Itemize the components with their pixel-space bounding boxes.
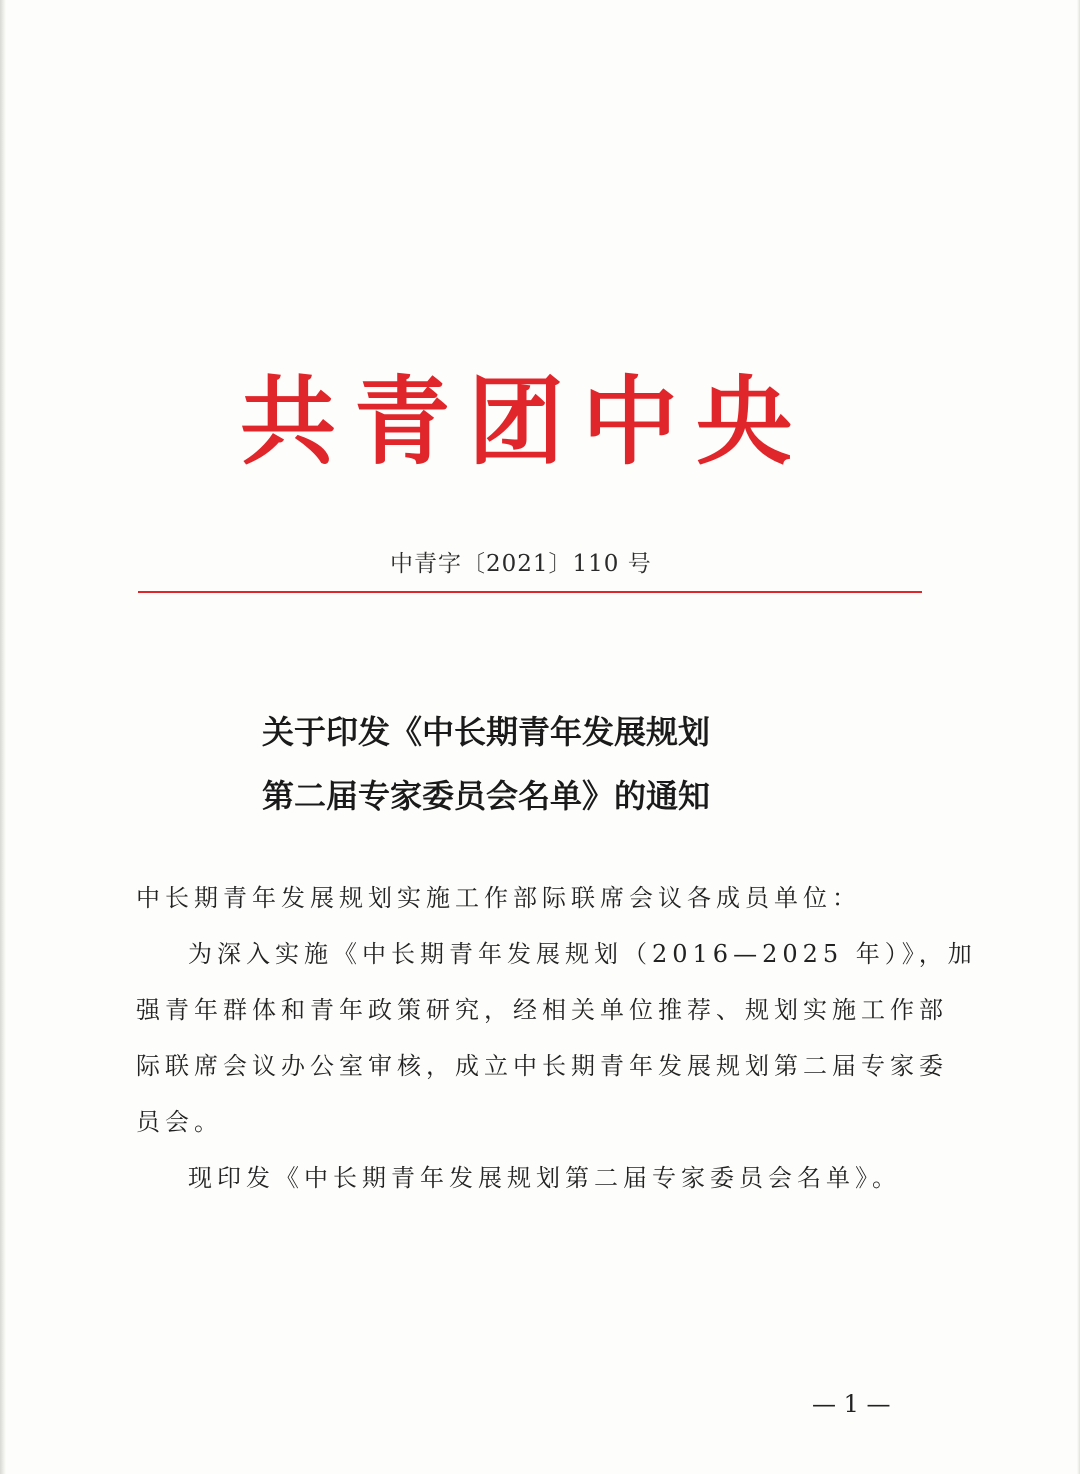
paragraph-1-line-3: 际联席会议办公室审核，成立中长期青年发展规划第二届专家委 <box>136 1052 948 1080</box>
title-line-1: 关于印发《中长期青年发展规划 <box>262 713 711 751</box>
paragraph-1-line-1: 为深入实施《中长期青年发展规划（2016—2025 年）》，加 <box>188 940 977 968</box>
document-title <box>262 700 822 828</box>
paragraph-2: 现印发《中长期青年发展规划第二届专家委员会名单》。 <box>188 1164 901 1192</box>
title-line-2: 第二届专家委员会名单》的通知 <box>262 777 711 815</box>
scan-edge-left <box>0 0 6 1474</box>
page-number: — 1 — <box>812 1390 891 1418</box>
issuer-header: 共青团中央 <box>240 365 810 478</box>
red-divider-rule <box>138 591 922 593</box>
addressee: 中长期青年发展规划实施工作部际联席会议各成员单位： <box>136 884 861 912</box>
paragraph-1-line-4: 员会。 <box>136 1108 223 1136</box>
document-number: 中青字〔2021〕110 号 <box>390 551 652 577</box>
paragraph-1-line-2: 强青年群体和青年政策研究，经相关单位推荐、规划实施工作部 <box>136 996 948 1024</box>
document-body <box>136 870 977 1206</box>
